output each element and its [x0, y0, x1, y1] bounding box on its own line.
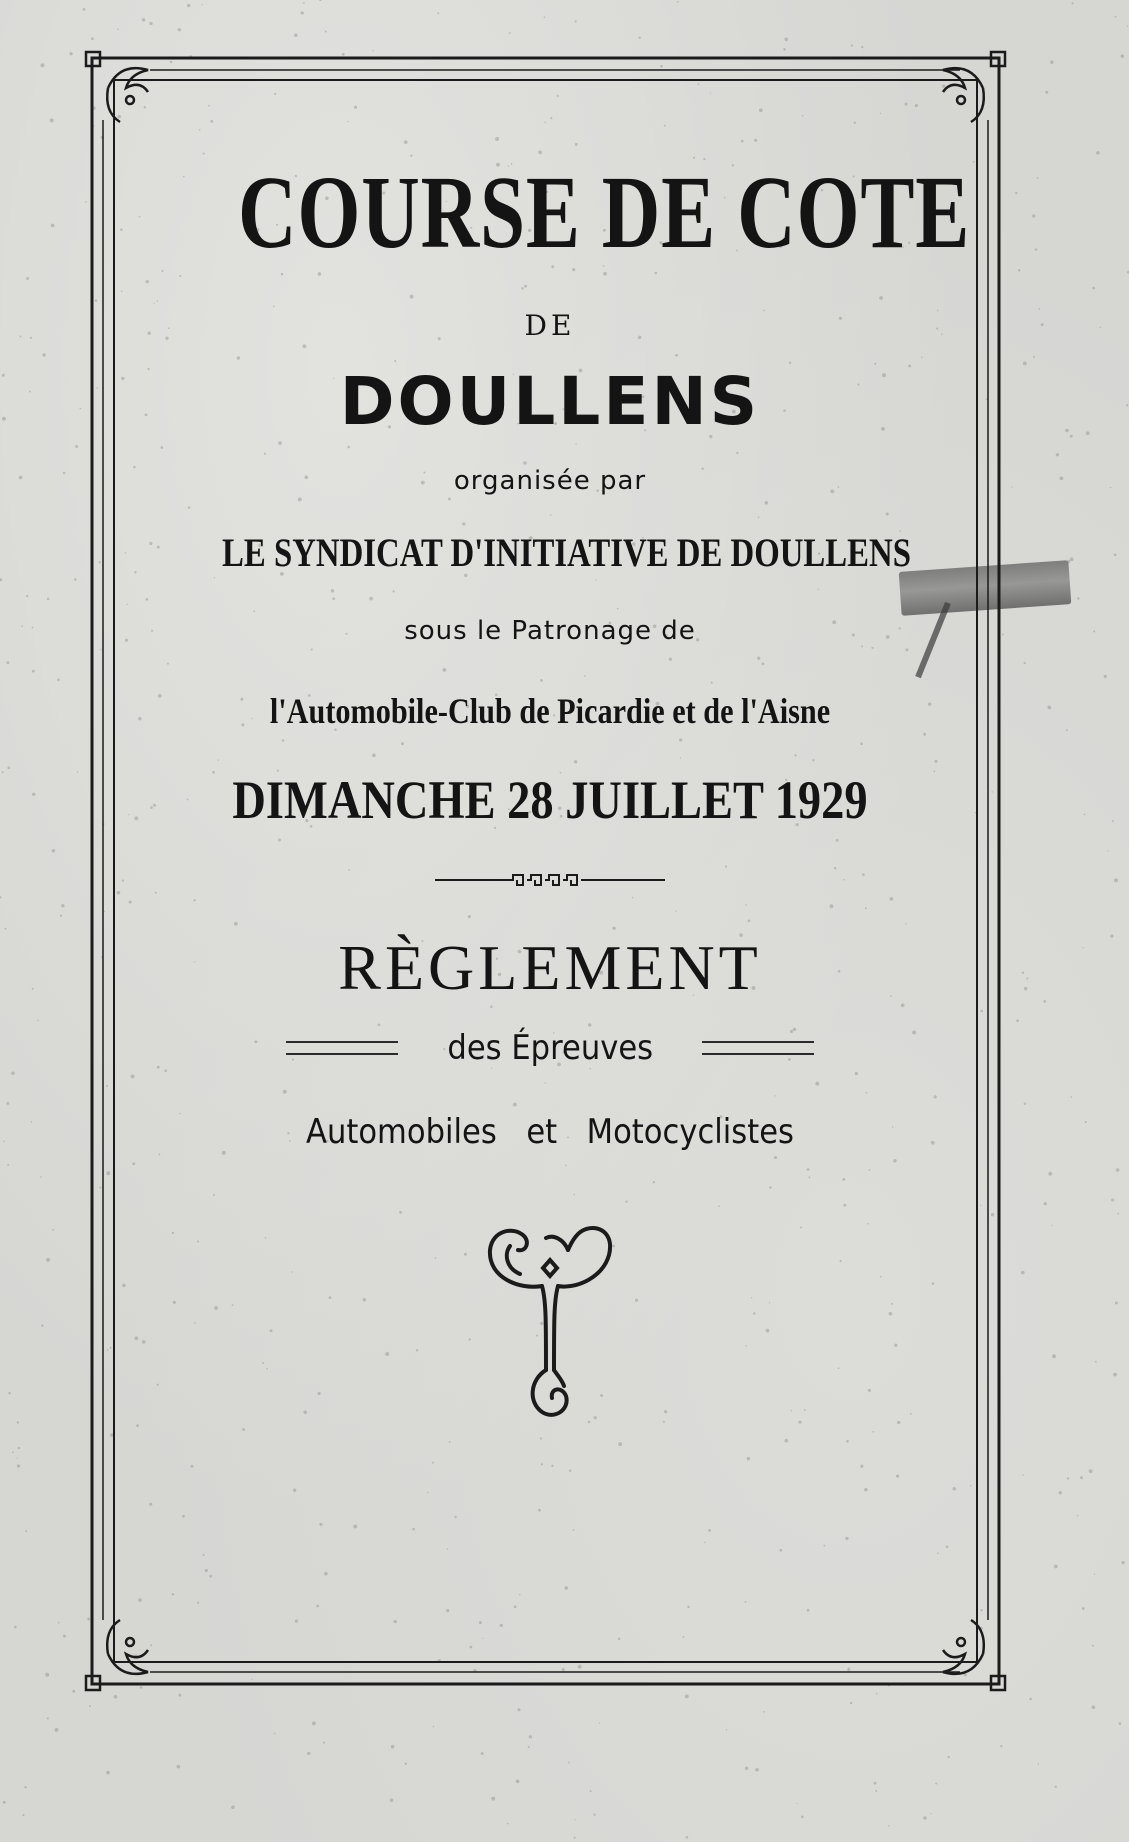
rules-subheading: des Épreuves — [447, 1028, 653, 1068]
organised-by-label: organisée par — [453, 466, 647, 496]
event-categories: Automobiles et Motocyclistes — [306, 1112, 794, 1152]
double-rule-icon — [286, 1041, 398, 1055]
event-title: COURSE DE COTE — [238, 155, 971, 270]
art-nouveau-ornament-icon — [480, 1220, 620, 1430]
title-connector: DE — [524, 309, 576, 342]
organiser-name: LE SYNDICAT D'INITIATIVE DE DOULLENS — [222, 530, 911, 575]
rules-heading: RÈGLEMENT — [338, 932, 762, 1003]
city-name: DOULLENS — [339, 363, 761, 440]
patronage-label: sous le Patronage de — [404, 616, 696, 646]
club-name: l'Automobile-Club de Picardie et de l'Aisne — [269, 691, 831, 731]
double-rule-icon — [702, 1041, 814, 1055]
document-content — [150, 140, 971, 1430]
greek-key-divider-icon — [435, 870, 665, 890]
event-date: DIMANCHE 28 JUILLET 1929 — [232, 770, 868, 830]
subheading-row — [150, 1026, 950, 1070]
